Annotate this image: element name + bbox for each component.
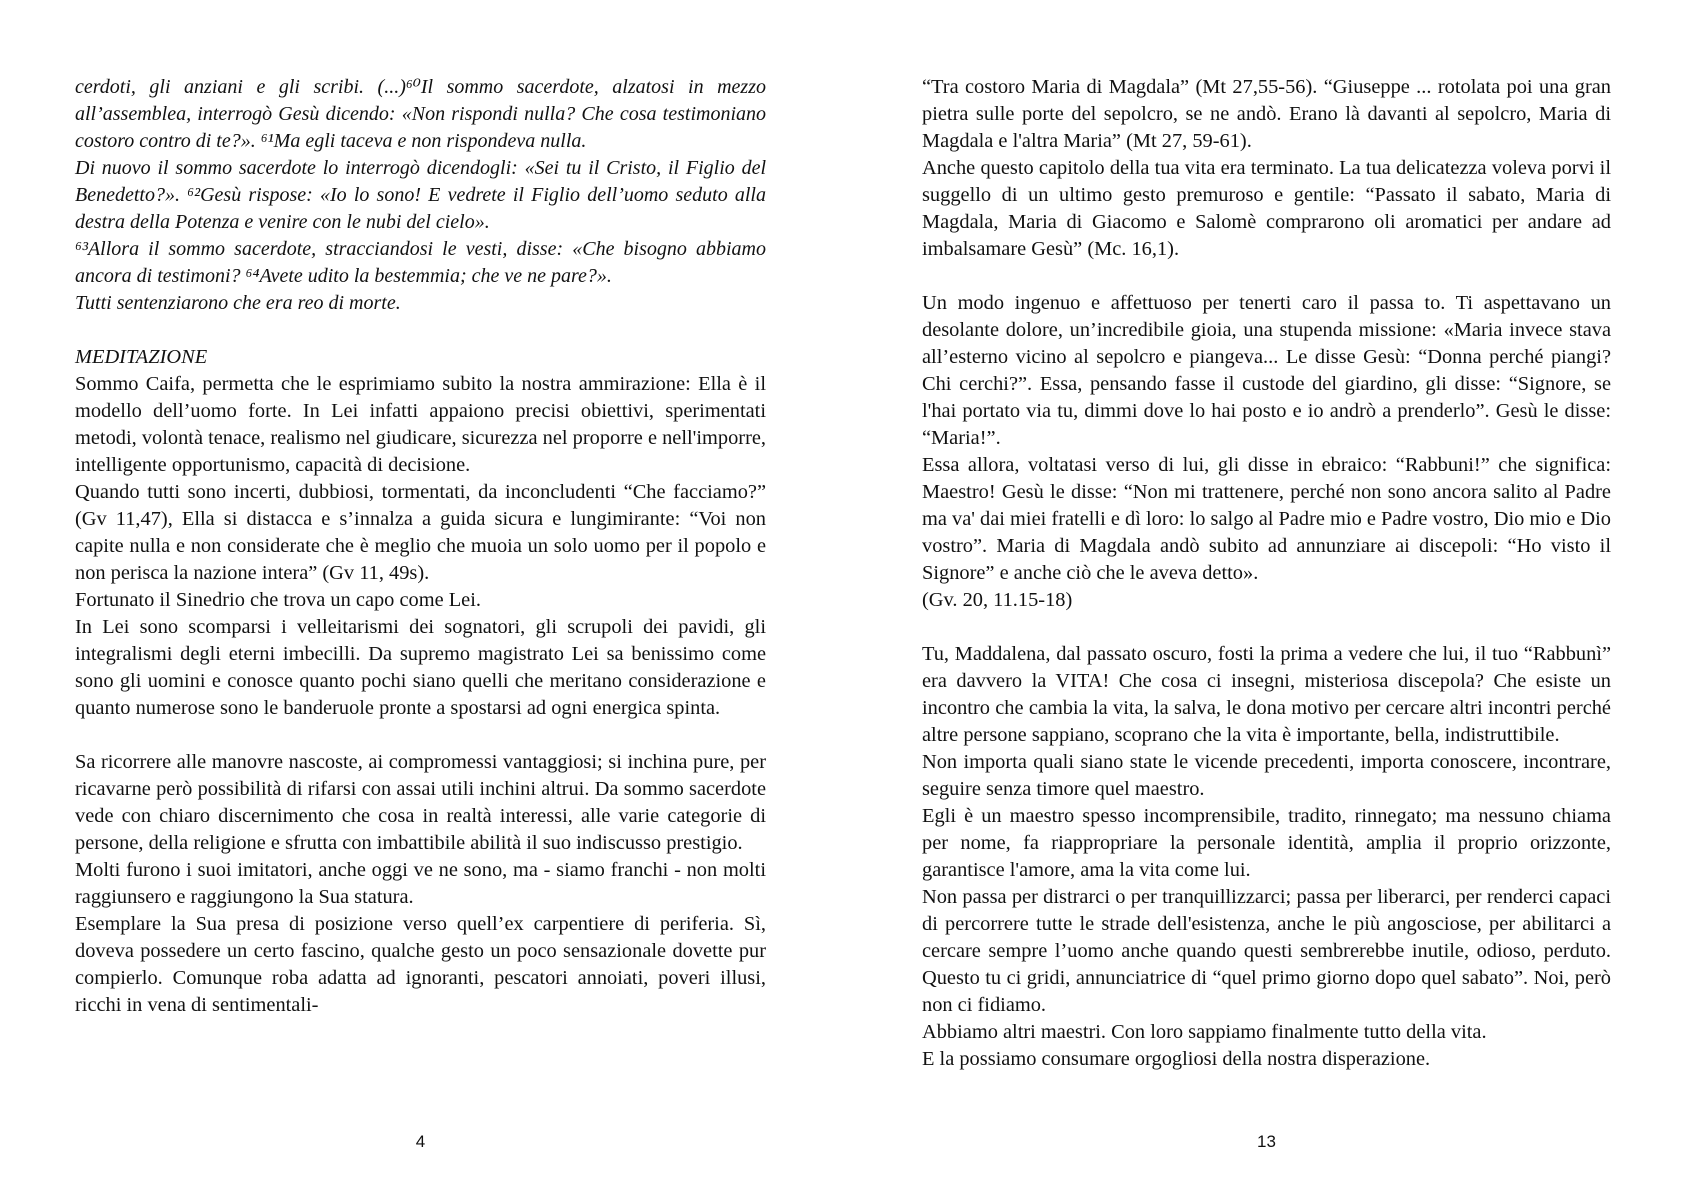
narrative-paragraph-3: Essa allora, voltatasi verso di lui, gli disse in ebraico: “Rabbuni!” che significa: Maestro! Gesù le disse: “Non mi trattenere, perché non sono ancora salito al Padre ma va' dai miei fratelli e dì loro: lo salgo al Padre mio e Padre vostro, Dio mio e Dio vostro”. Maria di Magdala andò subito ad annunziare ai discepoli: “Ho visto il Signore” e anche ciò che le aveva detto». xyxy=(922,454,1611,584)
page-number: 13 xyxy=(1257,1132,1276,1151)
scripture-passage-3: ⁶³Allora il sommo sacerdote, stracciandosi le vesti, disse: «Che bisogno abbiamo ancora di testimoni? ⁶⁴Avete udito la bestemmia; che ve ne pare?». xyxy=(75,238,766,287)
scripture-passage-4: Tutti sentenziarono che era reo di morte. xyxy=(75,292,401,314)
spacer xyxy=(922,614,1611,641)
page-number: 4 xyxy=(415,1132,426,1151)
scripture-passage-2: Di nuovo il sommo sacerdote lo interrogò dicendogli: «Sei tu il Cristo, il Figlio del Benedetto?». ⁶²Gesù rispose: «Io lo sono! E vedrete il Figlio dell’uomo seduto alla destra della Potenza e venire con le nubi del cielo». xyxy=(75,157,766,233)
narrative-paragraph-1: Anche questo capitolo della tua vita era terminato. La tua delicatezza voleva porvi il suggello di un ultimo gesto premuroso e gentile: “Passato il sabato, Maria di Magdala, Maria di Giacomo e Salomè comprarono oli aromatici per andare ad imbalsamare Gesù” (Mc. 16,1). xyxy=(922,157,1611,260)
meditation-paragraph-6: Molti furono i suoi imitatori, anche oggi ve ne sono, ma - siamo franchi - non molti raggiunsero e raggiungono la Sua statura. xyxy=(75,859,766,908)
meditation-paragraph-4: In Lei sono scomparsi i velleitarismi dei sognatori, gli scrupoli dei pavidi, gli integralismi degli eterni imbecilli. Da supremo magistrato Lei sa benissimo come sono gli uomini e conosce quanto pochi siano quelli che meritano considerazione e quanto numerose sono le banderuole pronte a spostarsi ad ogni energica spinta. xyxy=(75,616,766,719)
reflection-paragraph-3: Egli è un maestro spesso incomprensibile, tradito, rinnegato; ma nessuno chiama per nome, fa riappropriare la personale identità, amplia il proprio orizzonte, garantisce l'amore, ama la vita come lui. xyxy=(922,805,1611,881)
reflection-paragraph-5: Abbiamo altri maestri. Con loro sappiamo finalmente tutto della vita. xyxy=(922,1021,1487,1043)
section-heading: MEDITAZIONE xyxy=(75,346,208,368)
spacer xyxy=(922,263,1611,290)
spacer xyxy=(75,722,766,749)
reflection-paragraph-4: Non passa per distrarci o per tranquillizzarci; passa per liberarci, per renderci capaci di percorrere tutte le strade dell'esistenza, anche le più angosciose, per abilitarci a cercare sempre l’uomo anche quando questi sembrerebbe inutile, odioso, perduto. Questo tu ci gridi, annunciatrice di “quel primo giorno dopo quel sabato”. Noi, però non ci fidiamo. xyxy=(922,886,1611,1016)
meditation-paragraph-3: Fortunato il Sinedrio che trova un capo come Lei. xyxy=(75,589,482,611)
left-page-column xyxy=(75,74,766,1019)
reflection-paragraph-2: Non importa quali siano state le vicende precedenti, importa conoscere, incontrare, seguire senza timore quel maestro. xyxy=(922,751,1611,800)
meditation-paragraph-2: Quando tutti sono incerti, dubbiosi, tormentati, da inconcludenti “Che facciamo?” (Gv 11,47), Ella si distacca e s’innalza a guida sicura e lungimirante: “Voi non capite nulla e non considerate che è meglio che muoia un solo uomo per il popolo e non perisca la nazione intera” (Gv 11, 49s). xyxy=(75,481,766,584)
meditation-paragraph-7: Esemplare la Sua presa di posizione verso quell’ex carpentiere di periferia. Sì, doveva possedere un certo fascino, qualche gesto un poco sensazionale dovette pur compierlo. Comunque roba adatta ad ignoranti, pescatori annoiati, poveri illusi, ricchi in vena di sentimentali- xyxy=(75,913,766,1016)
left-page xyxy=(75,0,766,1191)
narrative-paragraph-2: Un modo ingenuo e affettuoso per tenerti caro il passa to. Ti aspettavano un desolante dolore, un’incredibile gioia, una stupenda missione: «Maria invece stava all’esterno vicino al sepolcro e piangeva... Le disse Gesù: “Donna perché piangi? Chi cerchi?”. Essa, pensando fasse il custode del giardino, gli disse: “Signore, se l'hai portato via tu, dimmi dove lo hai posto e io andrò a prenderlo”. Gesù le disse: “Maria!”. xyxy=(922,292,1611,449)
citation-reference: (Gv. 20, 11.15-18) xyxy=(922,589,1073,611)
scripture-passage-1: cerdoti, gli anziani e gli scribi. (...)⁶⁰Il sommo sacerdote, alzatosi in mezzo all’assemblea, interrogò Gesù dicendo: «Non rispondi nulla? Che cosa testimoniano costoro contro di te?». ⁶¹Ma egli taceva e non rispondeva nulla. xyxy=(75,76,766,152)
reflection-paragraph-1: Tu, Maddalena, dal passato oscuro, fosti la prima a vedere che lui, il tuo “Rabbunì” era davvero la VITA! Che cosa ci insegni, misteriosa discepola? Che esiste un incontro che cambia la vita, la salva, le dona motivo per cercare altri incontri perché altre persone sappiano, scoprano che la vita è importante, bella, indistruttibile. xyxy=(922,643,1611,746)
right-page-column xyxy=(922,74,1611,1073)
gospel-citation-paragraph: “Tra costoro Maria di Magdala” (Mt 27,55-56). “Giuseppe ... rotolata poi una gran pietra sulle porte del sepolcro, se ne andò. Erano là davanti al sepolcro, Maria di Magdala e l'altra Maria” (Mt 27, 59-61). xyxy=(922,76,1611,152)
right-page xyxy=(922,0,1611,1191)
spacer xyxy=(75,317,766,344)
meditation-paragraph-5: Sa ricorrere alle manovre nascoste, ai compromessi vantaggiosi; si inchina pure, per ricavarne però possibilità di rifarsi con assai utili inchini altrui. Da sommo sacerdote vede con chiaro discernimento che cosa in realtà interessi, alle varie categorie di persone, della religione e sfrutta con imbattibile abilità il suo indiscusso prestigio. xyxy=(75,751,766,854)
reflection-paragraph-6: E la possiamo consumare orgogliosi della nostra disperazione. xyxy=(922,1048,1431,1070)
meditation-paragraph-1: Sommo Caifa, permetta che le esprimiamo subito la nostra ammirazione: Ella è il modello dell’uomo forte. In Lei infatti appaiono precisi obiettivi, sperimentati metodi, volontà tenace, realismo nel giudicare, sicurezza nel proporre e nell'imporre, intelligente opportunismo, capacità di decisione. xyxy=(75,373,767,476)
